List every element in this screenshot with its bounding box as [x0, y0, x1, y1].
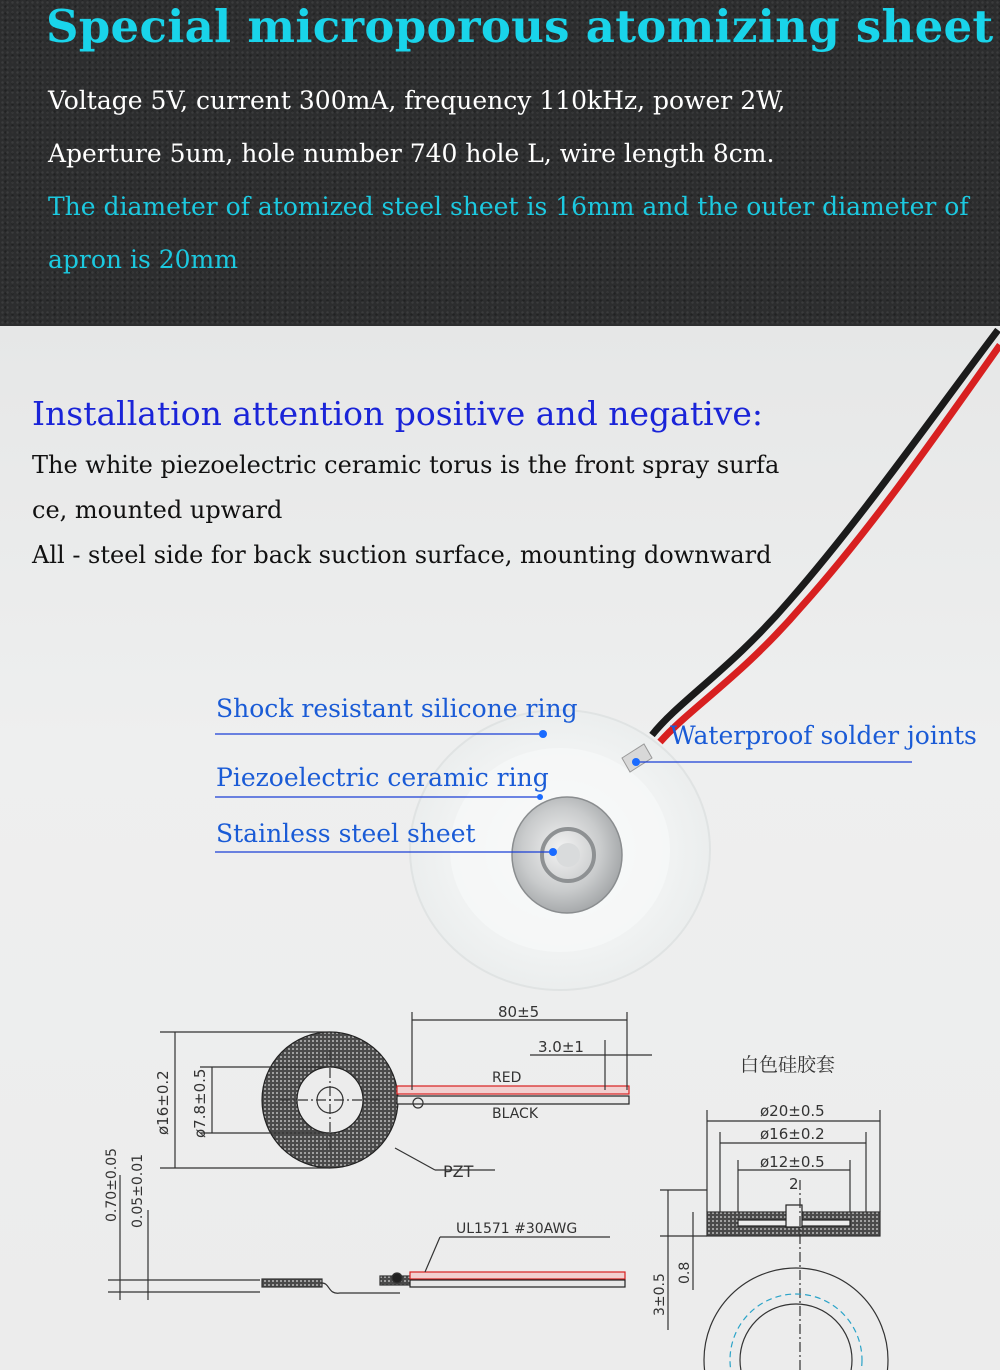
- spec-aperture: Aperture 5um, hole number 740 hole L, wire length 8cm.: [48, 139, 775, 168]
- spec-diameter-line1: The diameter of atomized steel sheet is 16mm and the outer diameter of: [48, 192, 969, 221]
- cable-spec-label: UL1571 #30AWG: [456, 1221, 578, 1237]
- dim-sheet-thickness: 0.05±0.01: [130, 1153, 146, 1228]
- lead-wires: [652, 330, 1000, 742]
- dim-height: 3±0.5: [652, 1273, 668, 1316]
- dim-inner-dia: ø7.8±0.5: [191, 1068, 209, 1138]
- installation-line-2: ce, mounted upward: [32, 496, 283, 524]
- wire-red-label: RED: [492, 1070, 522, 1086]
- dim-outer-dia: ø16±0.2: [154, 1070, 172, 1135]
- spec-electrical: Voltage 5V, current 300mA, frequency 110kHz, power 2W,: [48, 86, 786, 115]
- pzt-label: PZT: [443, 1162, 474, 1181]
- wire-black-label: BLACK: [492, 1106, 539, 1122]
- installation-line-3: All - steel side for back suction surface, mounting downward: [32, 541, 772, 569]
- callout-ceramic-ring: Piezoelectric ceramic ring: [216, 763, 549, 792]
- silicone-sleeve-title: 白色硅胶套: [740, 1054, 836, 1076]
- dim-slot: 2: [789, 1175, 799, 1193]
- drawing-labels: [104, 1003, 835, 1316]
- dim-wire-length: 80±5: [498, 1003, 540, 1021]
- atomizer-disc: [410, 710, 710, 990]
- callout-silicone-ring: Shock resistant silicone ring: [216, 694, 578, 723]
- installation-title: Installation attention positive and negative:: [32, 394, 763, 433]
- callout-solder-joints: Waterproof solder joints: [670, 721, 977, 750]
- dim-strip-length: 3.0±1: [538, 1038, 584, 1056]
- dim-lip: 0.8: [677, 1261, 693, 1284]
- dim-silicone-outer: ø20±0.5: [760, 1102, 825, 1120]
- dim-total-thickness: 0.70±0.05: [104, 1147, 120, 1222]
- page-title: Special microporous atomizing sheet: [46, 0, 994, 53]
- dim-silicone-mid: ø16±0.2: [760, 1125, 825, 1143]
- dim-silicone-inner: ø12±0.5: [760, 1153, 825, 1171]
- callout-steel-sheet: Stainless steel sheet: [216, 819, 476, 848]
- installation-line-1: The white piezoelectric ceramic torus is the front spray surfa: [32, 451, 780, 479]
- spec-diameter-line2: apron is 20mm: [48, 245, 238, 274]
